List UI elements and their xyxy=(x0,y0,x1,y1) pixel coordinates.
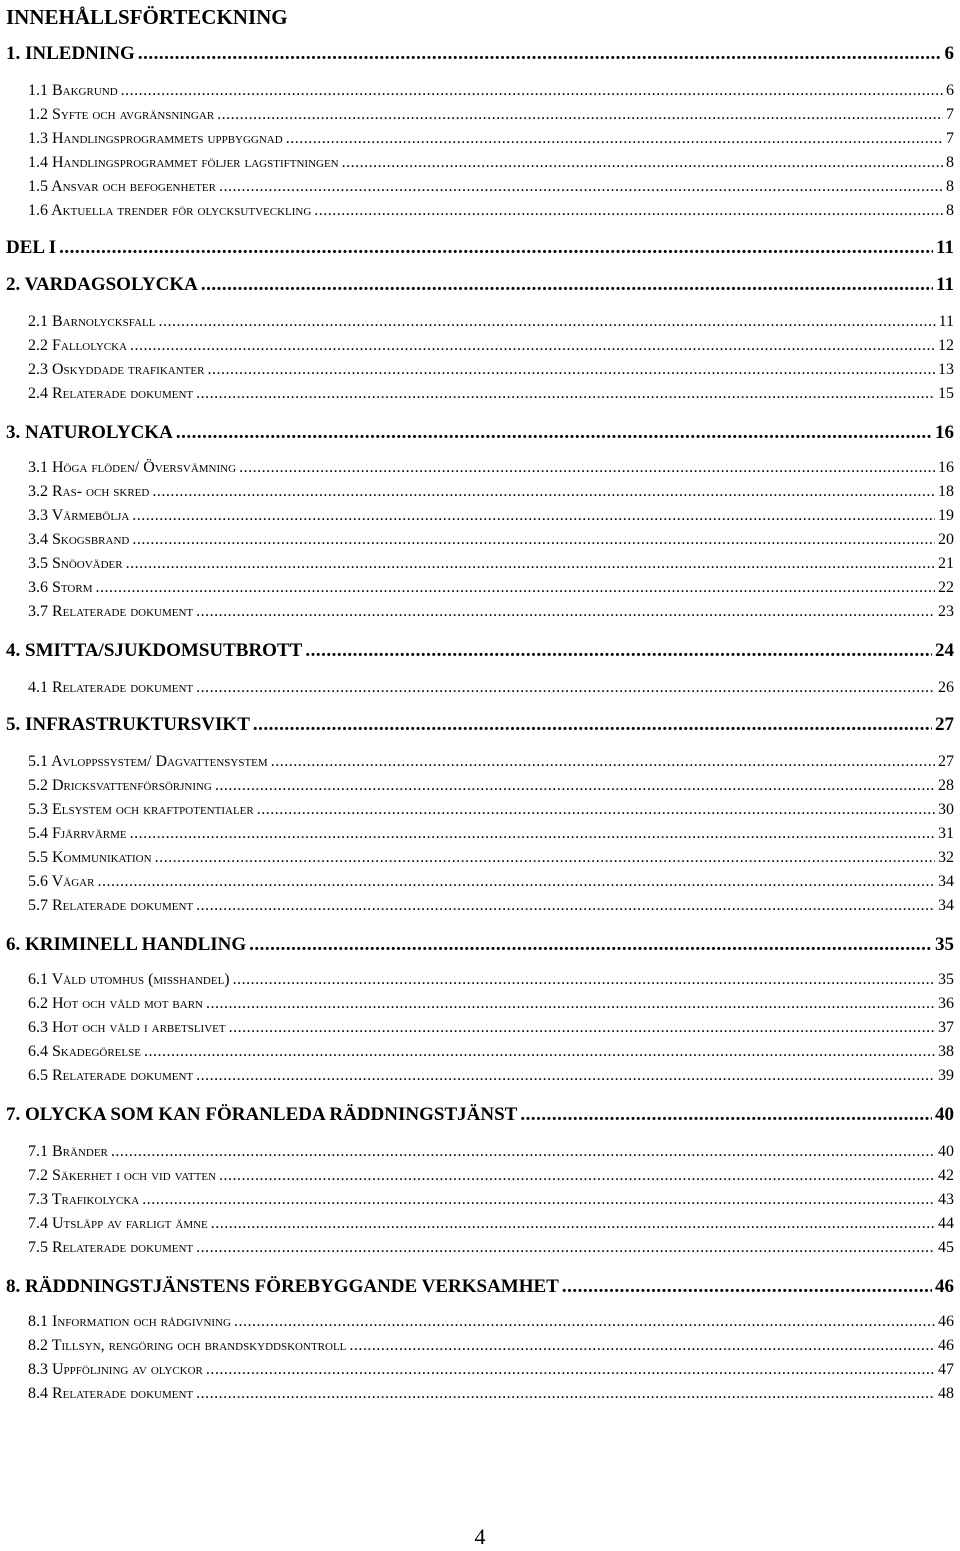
dot-leader xyxy=(211,1214,935,1234)
dot-leader xyxy=(271,752,935,772)
toc-entry-number: 7. xyxy=(6,1104,21,1125)
toc-entry-number: 2.2 xyxy=(28,337,48,354)
toc-entry-page: 27 xyxy=(935,714,954,735)
toc-entry-number: 1.4 xyxy=(28,154,48,171)
dot-leader xyxy=(130,824,935,844)
toc-section-entry[interactable] xyxy=(28,776,954,796)
toc-section-entry[interactable] xyxy=(28,458,954,478)
toc-entry-number: 2.1 xyxy=(28,313,48,330)
toc-entry-title xyxy=(28,554,123,574)
toc-entry-label: Skadegörelse xyxy=(52,1043,141,1060)
toc-section-entry[interactable] xyxy=(28,1142,954,1162)
toc-entry-number: 4.1 xyxy=(28,679,48,696)
dot-leader xyxy=(196,602,935,622)
toc-entry-title xyxy=(28,482,149,502)
toc-section-entry[interactable] xyxy=(28,1384,954,1404)
toc-section-entry[interactable] xyxy=(28,800,954,820)
toc-section-entry[interactable] xyxy=(28,1336,954,1356)
dot-leader xyxy=(305,639,932,663)
toc-entry-page: 30 xyxy=(938,801,954,818)
toc-entry-title xyxy=(28,1238,193,1258)
toc-entry-page: 46 xyxy=(935,1276,954,1297)
toc-section-entry[interactable] xyxy=(28,1190,954,1210)
toc-entry-label: Uppföljning av olyckor xyxy=(52,1361,203,1378)
toc-section-entry[interactable] xyxy=(28,312,954,332)
dot-leader xyxy=(206,1360,935,1380)
toc-entry-page: 23 xyxy=(938,603,954,620)
toc-section-entry[interactable] xyxy=(28,1166,954,1186)
toc-entry-label: SMITTA/SJUKDOMSUTBROTT xyxy=(25,640,303,661)
toc-entry-title xyxy=(28,994,203,1014)
toc-entry-number: 5.1 xyxy=(28,753,48,770)
toc-section-entry[interactable] xyxy=(28,896,954,916)
toc-entry-label: Relaterade dokument xyxy=(52,1385,194,1402)
toc-entry-page: 15 xyxy=(938,385,954,402)
toc-entry-label: KRIMINELL HANDLING xyxy=(25,934,247,955)
toc-entry-number: 7.2 xyxy=(28,1167,48,1184)
toc-entry-number: 8.3 xyxy=(28,1361,48,1378)
toc-entry-label: Dricksvattenförsörjning xyxy=(52,777,212,794)
toc-entry-number: 7.3 xyxy=(28,1191,48,1208)
dot-leader xyxy=(233,970,935,990)
toc-entry-number: 1.6 xyxy=(28,202,48,219)
toc-entry-label: INLEDNING xyxy=(25,43,135,64)
toc-section-entry[interactable] xyxy=(28,848,954,868)
dot-leader xyxy=(217,105,943,125)
dot-leader xyxy=(142,1190,935,1210)
toc-entry-label: OLYCKA SOM KAN FÖRANLEDA RÄDDNINGSTJÄNST xyxy=(25,1104,518,1125)
toc-entry-page: 32 xyxy=(938,849,954,866)
toc-section-entry[interactable] xyxy=(28,384,954,404)
toc-entry-number: 2.3 xyxy=(28,361,48,378)
toc-entry-title xyxy=(28,177,216,197)
toc-entry-number: 3.7 xyxy=(28,603,48,620)
toc-entry-title xyxy=(28,1066,193,1086)
toc-entry-title xyxy=(28,970,230,990)
toc-entry-number: 3. xyxy=(6,422,21,443)
dot-leader xyxy=(152,482,935,502)
toc-entry-number: 5.5 xyxy=(28,849,48,866)
toc-entry-number: 7.4 xyxy=(28,1215,48,1232)
toc-entry-label: Säkerhet i och vid vatten xyxy=(52,1167,217,1184)
toc-entry-page: 27 xyxy=(938,753,954,770)
toc-section-entry[interactable] xyxy=(28,105,954,125)
toc-entry-page: 44 xyxy=(938,1215,954,1232)
toc-entry-number: 5.7 xyxy=(28,897,48,914)
toc-entry-title xyxy=(28,312,155,332)
toc-entry-label: Information och rådgivning xyxy=(52,1313,231,1330)
dot-leader xyxy=(342,153,943,173)
toc-entry-page: 31 xyxy=(938,825,954,842)
toc-entry-number: 6.3 xyxy=(28,1019,48,1036)
toc-section-entry[interactable] xyxy=(28,177,954,197)
toc-entry-label: Värmebölja xyxy=(51,507,130,524)
toc-section-entry[interactable] xyxy=(28,1066,954,1086)
toc-entry-page: 8 xyxy=(946,154,954,171)
toc-entry-page: 16 xyxy=(938,459,954,476)
toc-entry-number: 6.4 xyxy=(28,1043,48,1060)
page-number: 4 xyxy=(474,1524,486,1549)
toc-section-entry[interactable] xyxy=(28,153,954,173)
toc-section-entry[interactable] xyxy=(28,678,954,698)
toc-entry-number: 3.4 xyxy=(28,531,48,548)
toc-entry-label: Skogsbrand xyxy=(52,531,130,548)
toc-entry-number: 1.5 xyxy=(28,178,48,195)
dot-leader xyxy=(130,336,935,356)
toc-entry-title xyxy=(28,384,193,404)
toc-entry-title xyxy=(28,1336,346,1356)
toc-chapter-entry[interactable] xyxy=(6,273,954,297)
toc-chapter-entry[interactable] xyxy=(6,42,954,66)
toc-entry-page: 20 xyxy=(938,531,954,548)
toc-section-entry[interactable] xyxy=(28,994,954,1014)
toc-entry-title xyxy=(6,1103,517,1127)
toc-entry-page: 28 xyxy=(938,777,954,794)
toc-entry-label: Relaterade dokument xyxy=(52,679,194,696)
toc-entry-label: Utsläpp av farligt ämne xyxy=(52,1215,208,1232)
toc-entry-page: 35 xyxy=(935,934,954,955)
toc-entry-title xyxy=(28,201,311,221)
dot-leader xyxy=(59,236,933,260)
toc-entry-label: INFRASTRUKTURSVIKT xyxy=(25,714,250,735)
toc-entry-page: 18 xyxy=(938,483,954,500)
toc-section-entry[interactable] xyxy=(28,336,954,356)
toc-entry-number: 7.1 xyxy=(28,1143,48,1160)
toc-entry-page: 40 xyxy=(935,1104,954,1125)
dot-leader xyxy=(206,994,935,1014)
toc-entry-page: 45 xyxy=(938,1239,954,1256)
toc-entry-number: 8.1 xyxy=(28,1313,48,1330)
toc-section-entry[interactable] xyxy=(28,530,954,550)
toc-entry-title xyxy=(28,896,193,916)
toc-chapter-entry[interactable] xyxy=(6,933,954,957)
dot-leader xyxy=(349,1336,935,1356)
toc-entry-page: 34 xyxy=(938,897,954,914)
toc-entry-number: 1.1 xyxy=(28,82,48,99)
toc-entry-label: Barnolycksfall xyxy=(52,313,156,330)
dot-leader xyxy=(201,273,933,297)
toc-entry-title xyxy=(6,273,198,297)
toc-entry-label: Relaterade dokument xyxy=(52,897,194,914)
toc-entry-label: Syfte och avgränsningar xyxy=(52,106,215,123)
toc-entry-number: 8. xyxy=(6,1276,21,1297)
dot-leader xyxy=(121,81,943,101)
toc-entry-page: 34 xyxy=(938,873,954,890)
toc-entry-title xyxy=(6,933,246,957)
dot-leader xyxy=(229,1018,935,1038)
toc-chapter-entry[interactable] xyxy=(6,713,954,737)
toc-entry-page: 46 xyxy=(938,1313,954,1330)
toc-section-entry[interactable] xyxy=(28,872,954,892)
toc-entry-label: Höga flöden/ Översvämning xyxy=(52,459,237,476)
toc-entry-number: 6. xyxy=(6,934,21,955)
dot-leader xyxy=(196,896,935,916)
toc-entry-label: RÄDDNINGSTJÄNSTENS FÖREBYGGANDE VERKSAMHET xyxy=(25,1276,559,1297)
toc-entry-number: 5.4 xyxy=(28,825,48,842)
toc-entry-title xyxy=(28,848,152,868)
toc-section-entry[interactable] xyxy=(28,506,954,526)
toc-section-entry[interactable] xyxy=(28,970,954,990)
toc-entry-number: 5. xyxy=(6,714,21,735)
toc-entry-title xyxy=(28,776,212,796)
toc-entry-page: 48 xyxy=(938,1385,954,1402)
dot-leader xyxy=(234,1312,935,1332)
toc-section-entry[interactable] xyxy=(28,752,954,772)
dot-leader xyxy=(97,872,935,892)
toc-entry-title xyxy=(28,530,129,550)
toc-entry-label: Hot och våld mot barn xyxy=(52,995,203,1012)
toc-entry-label: Ansvar och befogenheter xyxy=(51,178,216,195)
toc-section-entry[interactable] xyxy=(28,1214,954,1234)
toc-entry-page: 21 xyxy=(938,555,954,572)
toc-entry-number: 6.2 xyxy=(28,995,48,1012)
dot-leader xyxy=(158,312,935,332)
dot-leader xyxy=(314,201,943,221)
toc-entry-label: Relaterade dokument xyxy=(52,1067,194,1084)
toc-entry-number: 3.1 xyxy=(28,459,48,476)
dot-leader xyxy=(562,1275,932,1299)
toc-entry-title xyxy=(28,105,214,125)
toc-entry-page: 37 xyxy=(938,1019,954,1036)
toc-entry-label: Kommunikation xyxy=(52,849,152,866)
toc-chapter-entry[interactable] xyxy=(6,639,954,663)
toc-entry-title xyxy=(28,752,268,772)
toc-section-entry[interactable] xyxy=(28,360,954,380)
dot-leader xyxy=(132,530,935,550)
toc-entry-number: 3.2 xyxy=(28,483,48,500)
toc-entry-label: Relaterade dokument xyxy=(52,603,194,620)
toc-entry-number: 1.3 xyxy=(28,130,48,147)
dot-leader xyxy=(249,933,932,957)
dot-leader xyxy=(144,1042,935,1062)
toc-entry-page: 7 xyxy=(946,106,954,123)
toc-entry-title xyxy=(28,1214,208,1234)
toc-entry-number: 6.1 xyxy=(28,971,48,988)
dot-leader xyxy=(215,776,935,796)
toc-entry-label: Bakgrund xyxy=(52,82,118,99)
toc-entry-number: 1. xyxy=(6,43,21,64)
toc-entry-label: Aktuella trender för olycksutveckling xyxy=(51,202,312,219)
toc-entry-label: Elsystem och kraftpotentialer xyxy=(52,801,254,818)
dot-leader xyxy=(207,360,935,380)
toc-entry-label: Snöoväder xyxy=(52,555,123,572)
toc-entry-page: 42 xyxy=(938,1167,954,1184)
toc-section-entry[interactable] xyxy=(28,1042,954,1062)
toc-section-entry[interactable] xyxy=(28,81,954,101)
toc-chapter-entry[interactable] xyxy=(6,236,954,260)
toc-entry-title xyxy=(28,602,193,622)
toc-entry-page: 38 xyxy=(938,1043,954,1060)
toc-entry-page: 43 xyxy=(938,1191,954,1208)
toc-entry-page: 8 xyxy=(946,202,954,219)
toc-entry-number: 3.5 xyxy=(28,555,48,572)
toc-entry-title xyxy=(28,81,118,101)
toc-entry-title xyxy=(28,800,254,820)
toc-section-entry[interactable] xyxy=(28,824,954,844)
toc-entry-page: 35 xyxy=(938,971,954,988)
toc-entry-page: 39 xyxy=(938,1067,954,1084)
toc-entry-title xyxy=(6,421,173,445)
toc-entry-page: 24 xyxy=(935,640,954,661)
dot-leader xyxy=(196,1238,935,1258)
toc-entry-label: VARDAGSOLYCKA xyxy=(24,274,198,295)
toc-entry-label: Tillsyn, rengöring och brandskyddskontroll xyxy=(51,1337,347,1354)
toc-entry-title xyxy=(28,1042,141,1062)
toc-entry-number: 8.4 xyxy=(28,1385,48,1402)
toc-section-entry[interactable] xyxy=(28,1018,954,1038)
toc-section-entry[interactable] xyxy=(28,482,954,502)
toc-entry-title xyxy=(28,1312,231,1332)
toc-entry-page: 11 xyxy=(936,237,954,258)
toc-entry-title xyxy=(28,458,236,478)
toc-entry-page: 46 xyxy=(938,1337,954,1354)
toc-entry-label: Relaterade dokument xyxy=(52,1239,194,1256)
toc-entry-label: NATUROLYCKA xyxy=(25,422,173,443)
toc-section-entry[interactable] xyxy=(28,554,954,574)
dot-leader xyxy=(196,1066,935,1086)
dot-leader xyxy=(520,1103,932,1127)
toc-entry-page: 11 xyxy=(936,274,954,295)
dot-leader xyxy=(176,421,932,445)
toc-entry-title xyxy=(28,336,127,356)
toc-entry-title xyxy=(28,506,129,526)
toc-section-entry[interactable] xyxy=(28,1360,954,1380)
toc-entry-label: Vägar xyxy=(51,873,95,890)
toc-entry-label: DEL I xyxy=(6,237,57,258)
toc-entry-label: Oskyddade trafikanter xyxy=(52,361,205,378)
toc-entry-number: 8.2 xyxy=(28,1337,48,1354)
dot-leader xyxy=(95,578,935,598)
dot-leader xyxy=(239,458,935,478)
toc-entry-title xyxy=(28,1166,216,1186)
toc-entry-page: 19 xyxy=(938,507,954,524)
dot-leader xyxy=(253,713,932,737)
toc-entry-title xyxy=(28,153,339,173)
toc-section-entry[interactable] xyxy=(28,602,954,622)
toc-entry-title xyxy=(6,1275,559,1299)
toc-entry-label: Våld utomhus (misshandel) xyxy=(51,971,230,988)
toc-entry-number: 1.2 xyxy=(28,106,48,123)
toc-entry-label: Storm xyxy=(52,579,93,596)
toc-entry-title xyxy=(28,678,193,698)
dot-leader xyxy=(155,848,935,868)
toc-entry-number: 2.4 xyxy=(28,385,48,402)
toc-entry-title xyxy=(28,1018,226,1038)
toc-entry-page: 13 xyxy=(938,361,954,378)
toc-section-entry[interactable] xyxy=(28,578,954,598)
dot-leader xyxy=(219,1166,935,1186)
toc-entry-page: 40 xyxy=(938,1143,954,1160)
toc-entry-page: 12 xyxy=(938,337,954,354)
toc-section-entry[interactable] xyxy=(28,1312,954,1332)
toc-entry-title xyxy=(28,1360,203,1380)
dot-leader xyxy=(257,800,935,820)
toc-entry-number: 5.2 xyxy=(28,777,48,794)
toc-entry-number: 4. xyxy=(6,640,21,661)
toc-entry-page: 16 xyxy=(935,422,954,443)
toc-entry-number: 7.5 xyxy=(28,1239,48,1256)
toc-chapter-entry[interactable] xyxy=(6,1103,954,1127)
dot-leader xyxy=(196,384,935,404)
dot-leader xyxy=(196,1384,935,1404)
toc-entry-number: 5.6 xyxy=(28,873,48,890)
dot-leader xyxy=(196,678,935,698)
toc-section-entry[interactable] xyxy=(28,129,954,149)
page-title: INNEHÅLLSFÖRTECKNING xyxy=(6,5,288,29)
toc-entry-title xyxy=(28,1384,193,1404)
toc-entry-page: 11 xyxy=(938,313,954,330)
toc-entry-label: Avloppssystem/ Dagvattensystem xyxy=(51,753,268,770)
toc-entry-title xyxy=(6,42,135,66)
dot-leader xyxy=(111,1142,935,1162)
toc-section-entry[interactable] xyxy=(28,1238,954,1258)
toc-entry-title xyxy=(6,713,250,737)
toc-entry-label: Ras- och skred xyxy=(52,483,150,500)
dot-leader xyxy=(126,554,935,574)
toc-entry-title xyxy=(6,639,302,663)
toc-entry-page: 47 xyxy=(938,1361,954,1378)
toc-entry-label: Relaterade dokument xyxy=(52,385,194,402)
toc-entry-number: 2. xyxy=(6,274,21,295)
toc-entry-page: 6 xyxy=(946,82,954,99)
dot-leader xyxy=(219,177,943,197)
toc-chapter-entry[interactable] xyxy=(6,421,954,445)
toc-entry-label: Fallolycka xyxy=(52,337,128,354)
toc-entry-label: Handlingsprogrammet följer lagstiftningen xyxy=(52,154,339,171)
toc-entry-page: 26 xyxy=(938,679,954,696)
toc-entry-number: 6.5 xyxy=(28,1067,48,1084)
toc-entry-label: Trafikolycka xyxy=(51,1191,140,1208)
toc-entry-title xyxy=(28,578,92,598)
toc-entry-title xyxy=(28,824,127,844)
toc-entry-label: Handlingsprogrammets uppbyggnad xyxy=(52,130,283,147)
toc-entry-label: Fjärrvärme xyxy=(52,825,127,842)
toc-chapter-entry[interactable] xyxy=(6,1275,954,1299)
toc-entry-page: 6 xyxy=(944,43,954,64)
toc-entry-title xyxy=(28,872,94,892)
toc-entry-title xyxy=(28,360,204,380)
toc-entry-title xyxy=(28,1190,139,1210)
toc-entry-title xyxy=(6,236,56,260)
toc-entry-number: 5.3 xyxy=(28,801,48,818)
toc-entry-label: Hot och våld i arbetslivet xyxy=(52,1019,226,1036)
toc-entry-number: 3.6 xyxy=(28,579,48,596)
toc-entry-title xyxy=(28,1142,108,1162)
toc-entry-page: 7 xyxy=(946,130,954,147)
toc-entry-label: Bränder xyxy=(52,1143,108,1160)
toc-entry-page: 22 xyxy=(938,579,954,596)
dot-leader xyxy=(132,506,935,526)
toc-entry-number: 3.3 xyxy=(28,507,48,524)
dot-leader xyxy=(138,42,942,66)
toc-entry-page: 8 xyxy=(946,178,954,195)
toc-entry-page: 36 xyxy=(938,995,954,1012)
toc-section-entry[interactable] xyxy=(28,201,954,221)
toc-entry-title xyxy=(28,129,283,149)
dot-leader xyxy=(286,129,943,149)
